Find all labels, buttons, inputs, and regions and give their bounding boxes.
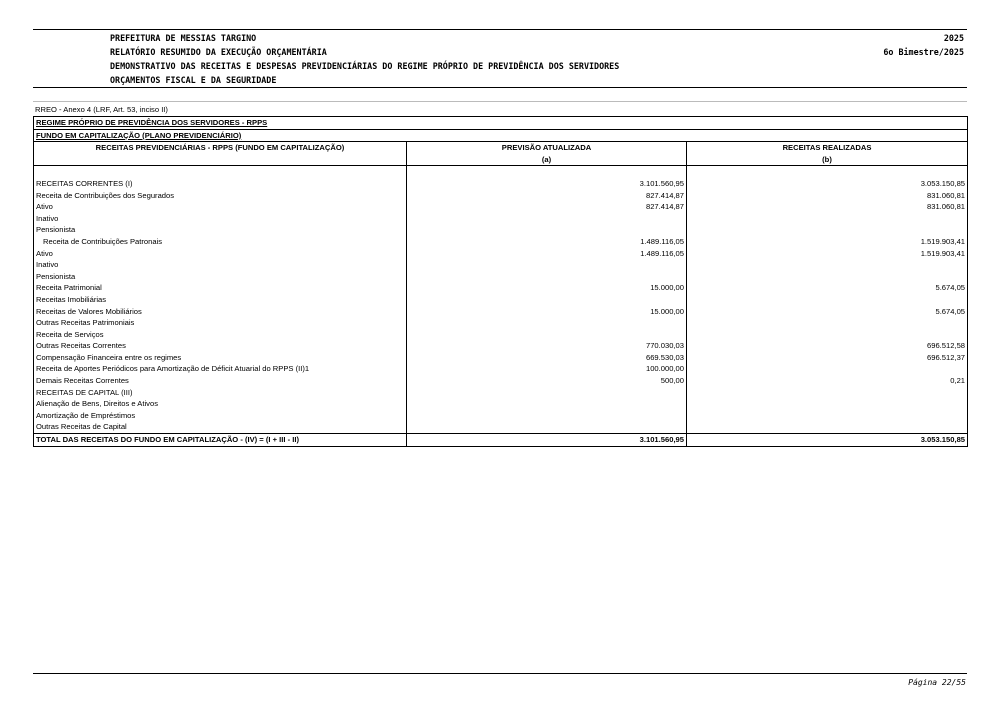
- table-row: [34, 248, 968, 260]
- table-row: [34, 190, 968, 202]
- row-label: Outras Receitas Patrimoniais: [34, 317, 407, 329]
- row-forecast: [407, 410, 687, 422]
- report-title: RELATÓRIO RESUMIDO DA EXECUÇÃO ORÇAMENTÁRIA: [110, 47, 327, 57]
- row-realized: [687, 387, 968, 399]
- total-forecast: 3.101.560,95: [407, 434, 687, 447]
- annex-rule: [33, 101, 967, 102]
- row-realized: [687, 213, 968, 225]
- row-forecast: [407, 329, 687, 341]
- row-label: Receita de Serviços: [34, 329, 407, 341]
- row-forecast: 827.414,87: [407, 190, 687, 202]
- row-label: Receita Patrimonial: [34, 282, 407, 294]
- row-realized: 3.053.150,85: [687, 178, 968, 190]
- table-row: [34, 398, 968, 410]
- column-header-forecast: PREVISÃO ATUALIZADA: [407, 142, 687, 154]
- total-label: TOTAL DAS RECEITAS DO FUNDO EM CAPITALIZAÇÃO - (IV) = (I + III - II): [34, 434, 407, 447]
- table-row: [34, 294, 968, 306]
- row-realized: [687, 329, 968, 341]
- row-label: Pensionista: [34, 224, 407, 236]
- table-row: [34, 271, 968, 283]
- row-forecast: [407, 317, 687, 329]
- row-label: Ativo: [34, 248, 407, 260]
- row-label: Inativo: [34, 213, 407, 225]
- row-label: Amortização de Empréstimos: [34, 410, 407, 422]
- row-realized: [687, 398, 968, 410]
- spacer-row: [34, 166, 968, 178]
- annex-reference: RREO - Anexo 4 (LRF, Art. 53, inciso II): [35, 105, 168, 114]
- row-label: RECEITAS CORRENTES (I): [34, 178, 407, 190]
- row-realized: 5.674,05: [687, 306, 968, 318]
- row-label: Demais Receitas Correntes: [34, 375, 407, 387]
- table-row: [34, 363, 968, 375]
- column-subheader-forecast: (a): [407, 154, 687, 166]
- header-bottom-rule: [33, 87, 967, 88]
- table-row: [34, 224, 968, 236]
- page-number: Página 22/55: [908, 678, 966, 687]
- row-forecast: [407, 271, 687, 283]
- table-row: [34, 375, 968, 387]
- row-label: Receita de Contribuições dos Segurados: [34, 190, 407, 202]
- table-row: [34, 340, 968, 352]
- row-forecast: [407, 387, 687, 399]
- revenue-table: [33, 116, 968, 447]
- row-label: Pensionista: [34, 271, 407, 283]
- section-regime-row: [34, 117, 968, 130]
- row-forecast: 770.030,03: [407, 340, 687, 352]
- footer-rule: [33, 673, 967, 674]
- report-period: 6o Bimestre/2025: [883, 47, 964, 57]
- table-row: [34, 317, 968, 329]
- row-forecast: [407, 294, 687, 306]
- table-row: [34, 201, 968, 213]
- row-realized: [687, 317, 968, 329]
- row-label: Receita de Contribuições Patronais: [34, 236, 407, 248]
- section-regime-label: REGIME PRÓPRIO DE PREVIDÊNCIA DOS SERVIDORES - RPPS: [34, 117, 968, 130]
- statement-title: DEMONSTRATIVO DAS RECEITAS E DESPESAS PREVIDENCIÁRIAS DO REGIME PRÓPRIO DE PREVIDÊNCIA DOS SERVIDORES: [110, 61, 620, 71]
- column-header-row: [34, 142, 968, 154]
- header-top-rule: [33, 29, 967, 30]
- budget-scope: ORÇAMENTOS FISCAL E DA SEGURIDADE: [110, 75, 277, 85]
- report-year: 2025: [943, 33, 964, 43]
- row-realized: 696.512,58: [687, 340, 968, 352]
- row-forecast: [407, 224, 687, 236]
- table-row: [34, 236, 968, 248]
- row-label: RECEITAS DE CAPITAL (III): [34, 387, 407, 399]
- municipality-name: PREFEITURA DE MESSIAS TARGINO: [110, 33, 257, 43]
- row-label: Receitas Imobiliárias: [34, 294, 407, 306]
- row-label: Compensação Financeira entre os regimes: [34, 352, 407, 364]
- table-row: [34, 352, 968, 364]
- column-header-realized: RECEITAS REALIZADAS: [687, 142, 968, 154]
- row-label: Receitas de Valores Mobiliários: [34, 306, 407, 318]
- column-subheader-realized: (b): [687, 154, 968, 166]
- row-label: Receita de Aportes Periódicos para Amortização de Déficit Atuarial do RPPS (II)1: [34, 363, 407, 375]
- table-row: [34, 282, 968, 294]
- row-forecast: 500,00: [407, 375, 687, 387]
- row-realized: [687, 363, 968, 375]
- row-forecast: [407, 213, 687, 225]
- row-forecast: [407, 421, 687, 433]
- row-label: Outras Receitas de Capital: [34, 421, 407, 433]
- row-realized: [687, 421, 968, 433]
- row-forecast: 669.530,03: [407, 352, 687, 364]
- column-header-description: RECEITAS PREVIDENCIÁRIAS - RPPS (FUNDO EM CAPITALIZAÇÃO): [34, 142, 407, 166]
- table-row: [34, 306, 968, 318]
- row-forecast: 1.489.116,05: [407, 248, 687, 260]
- table-row: [34, 259, 968, 271]
- table-row: [34, 213, 968, 225]
- row-realized: [687, 410, 968, 422]
- section-fund-row: [34, 129, 968, 142]
- row-forecast: 100.000,00: [407, 363, 687, 375]
- row-forecast: 827.414,87: [407, 201, 687, 213]
- row-forecast: [407, 259, 687, 271]
- row-forecast: [407, 398, 687, 410]
- row-realized: 1.519.903,41: [687, 248, 968, 260]
- row-forecast: 15.000,00: [407, 282, 687, 294]
- total-realized: 3.053.150,85: [687, 434, 968, 447]
- row-forecast: 1.489.116,05: [407, 236, 687, 248]
- table-row: [34, 421, 968, 433]
- row-realized: 0,21: [687, 375, 968, 387]
- row-realized: 696.512,37: [687, 352, 968, 364]
- row-realized: 831.060,81: [687, 201, 968, 213]
- total-row: [34, 434, 968, 447]
- row-realized: [687, 224, 968, 236]
- row-label: Ativo: [34, 201, 407, 213]
- section-fund-label: FUNDO EM CAPITALIZAÇÃO (PLANO PREVIDENCIÁRIO): [34, 129, 968, 142]
- row-realized: 831.060,81: [687, 190, 968, 202]
- table-row: [34, 387, 968, 399]
- row-realized: [687, 294, 968, 306]
- row-realized: 5.674,05: [687, 282, 968, 294]
- table-row: [34, 329, 968, 341]
- row-realized: 1.519.903,41: [687, 236, 968, 248]
- row-forecast: 15.000,00: [407, 306, 687, 318]
- row-label: Alienação de Bens, Direitos e Ativos: [34, 398, 407, 410]
- row-label: Outras Receitas Correntes: [34, 340, 407, 352]
- row-label: Inativo: [34, 259, 407, 271]
- row-realized: [687, 271, 968, 283]
- row-forecast: 3.101.560,95: [407, 178, 687, 190]
- table-row: [34, 178, 968, 190]
- table-row: [34, 410, 968, 422]
- row-realized: [687, 259, 968, 271]
